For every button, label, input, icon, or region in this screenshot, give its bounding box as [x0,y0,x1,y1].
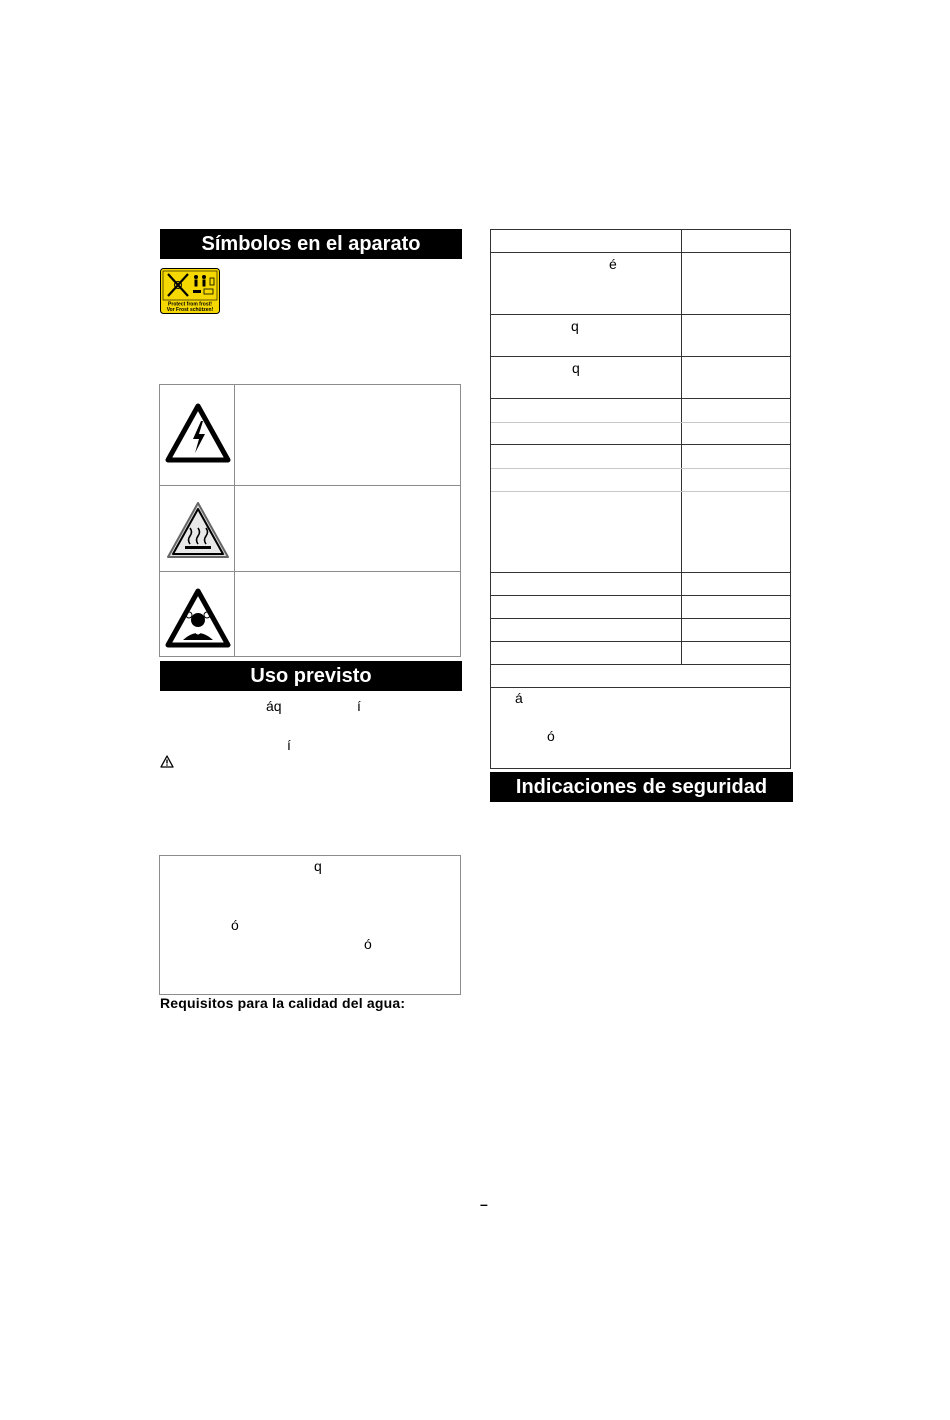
page-number-dash: – [480,1196,488,1212]
table-row [491,642,790,665]
table-row [491,573,790,596]
table-row [491,253,790,315]
table-footer-row [491,688,790,768]
text-fragment: í [287,737,291,753]
toxic-fumes-warning-icon [165,588,231,648]
electric-shock-warning-icon [165,403,231,463]
text-fragment: q [314,858,322,874]
text-fragment: ó [364,936,372,952]
table-row [491,423,790,445]
table-row [491,315,790,357]
symbol-row [160,572,460,656]
symbol-icon-cell [160,486,235,571]
table-row [491,665,790,688]
table-row [491,399,790,423]
table-row [491,469,790,492]
frost-protection-label [160,268,220,314]
hot-surface-warning-icon [165,500,231,560]
table-row [491,230,790,253]
text-fragment: q [571,318,579,334]
table-row [491,596,790,619]
frost-note-box [159,855,461,995]
water-quality-heading: Requisitos para la calidad del agua: [160,995,406,1011]
text-fragment: í [357,698,361,714]
text-fragment: á [515,690,523,706]
table-row [491,357,790,399]
symbols-heading: Símbolos en el aparato [160,229,462,259]
table-row [491,445,790,469]
text-fragment: áq [266,698,282,714]
text-fragment: q [572,360,580,376]
intended-use-heading: Uso previsto [160,661,462,691]
frost-label-line2: Vor Frost schützen! [166,307,214,313]
symbol-row [160,486,460,572]
warning-symbols-table [159,384,461,657]
safety-heading: Indicaciones de seguridad [490,772,793,802]
warning-icon [160,755,174,768]
text-fragment: ó [231,917,239,933]
table-row [491,619,790,642]
table-row [491,492,790,573]
frost-label-line1: Protect from frost! [168,301,212,308]
text-fragment: ó [547,728,555,744]
frost-label-icon [160,268,220,314]
symbol-icon-cell [160,572,235,656]
symbol-row [160,385,460,486]
technical-data-table [490,229,791,769]
symbol-icon-cell [160,385,235,485]
text-fragment: é [609,256,617,272]
